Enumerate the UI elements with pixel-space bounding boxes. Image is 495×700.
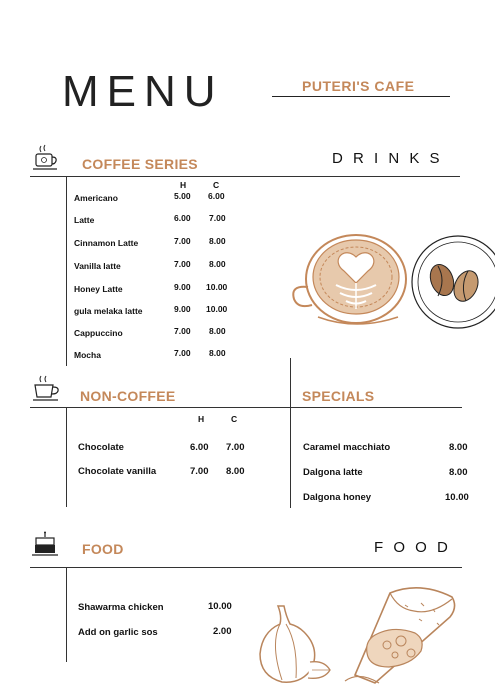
list-item: Shawarma chicken: [78, 602, 164, 613]
price: 8.00: [449, 467, 468, 478]
price-c: 6.00: [208, 191, 225, 201]
food-title: FOOD: [82, 541, 124, 557]
list-item: Vanilla latte: [74, 261, 121, 271]
specials-title: SPECIALS: [302, 388, 375, 404]
shawarma-illustration: [335, 575, 460, 690]
list-item: Dalgona honey: [303, 492, 372, 503]
garlic-illustration: [250, 600, 340, 690]
cafe-name: PUTERI'S CAFE: [302, 78, 415, 94]
coffee-cup-icon: [32, 144, 60, 174]
noncoffee-col-h: H: [198, 414, 205, 424]
list-item: Honey Latte: [74, 284, 123, 294]
cafe-underline: [272, 96, 450, 97]
price-h: 6.00: [174, 213, 191, 223]
coffee-col-h: H: [180, 180, 187, 190]
price-h: 7.00: [174, 259, 191, 269]
price-h: 7.00: [174, 236, 191, 246]
food-label: F O O D: [374, 539, 451, 556]
price-c: 10.00: [206, 304, 228, 314]
price-h: 7.00: [174, 326, 191, 336]
price-c: 7.00: [226, 442, 245, 453]
list-item: Mocha: [74, 350, 101, 360]
list-item: Add on garlic sos: [78, 627, 158, 638]
page-title: MENU: [62, 67, 224, 116]
noncoffee-divider-top: [30, 407, 462, 408]
price-h: 9.00: [174, 304, 191, 314]
price: 10.00: [208, 601, 232, 612]
food-divider-top: [30, 567, 462, 568]
list-item: Cappuccino: [74, 328, 123, 338]
cake-icon: [32, 531, 60, 559]
coffee-series-title: COFFEE SERIES: [82, 156, 198, 172]
price-h: 5.00: [174, 191, 191, 201]
list-item: Cinnamon Latte: [74, 238, 139, 248]
price: 8.00: [449, 442, 468, 453]
price-h: 9.00: [174, 282, 191, 292]
price-c: 8.00: [209, 236, 226, 246]
coffee-beans-illustration: [402, 228, 495, 338]
price-c: 8.00: [226, 466, 245, 477]
list-item: Dalgona latte: [303, 467, 363, 478]
list-item: gula melaka latte: [74, 306, 143, 316]
price-c: 8.00: [209, 326, 226, 336]
latte-art-illustration: [288, 225, 418, 335]
price: 2.00: [213, 626, 232, 637]
list-item: Latte: [74, 215, 95, 225]
price-c: 8.00: [209, 348, 226, 358]
price-h: 7.00: [174, 348, 191, 358]
coffee-divider-left: [66, 176, 67, 366]
list-item: Americano: [74, 193, 118, 203]
drinks-label: D R I N K S: [332, 150, 443, 167]
price-c: 10.00: [206, 282, 228, 292]
price-c: 7.00: [209, 213, 226, 223]
price-h: 7.00: [190, 466, 209, 477]
list-item: Caramel macchiato: [303, 442, 391, 453]
coffee-divider-top: [30, 176, 460, 177]
price-c: 8.00: [209, 259, 226, 269]
list-item: Chocolate: [78, 442, 124, 453]
food-divider-left: [66, 567, 67, 662]
noncoffee-divider-left: [66, 407, 67, 507]
hot-drink-icon: [32, 375, 62, 403]
price: 10.00: [445, 492, 469, 503]
list-item: Chocolate vanilla: [78, 466, 157, 477]
price-h: 6.00: [190, 442, 209, 453]
noncoffee-col-c: C: [231, 414, 238, 424]
specials-divider: [290, 358, 291, 508]
coffee-col-c: C: [213, 180, 220, 190]
noncoffee-title: NON-COFFEE: [80, 388, 176, 404]
